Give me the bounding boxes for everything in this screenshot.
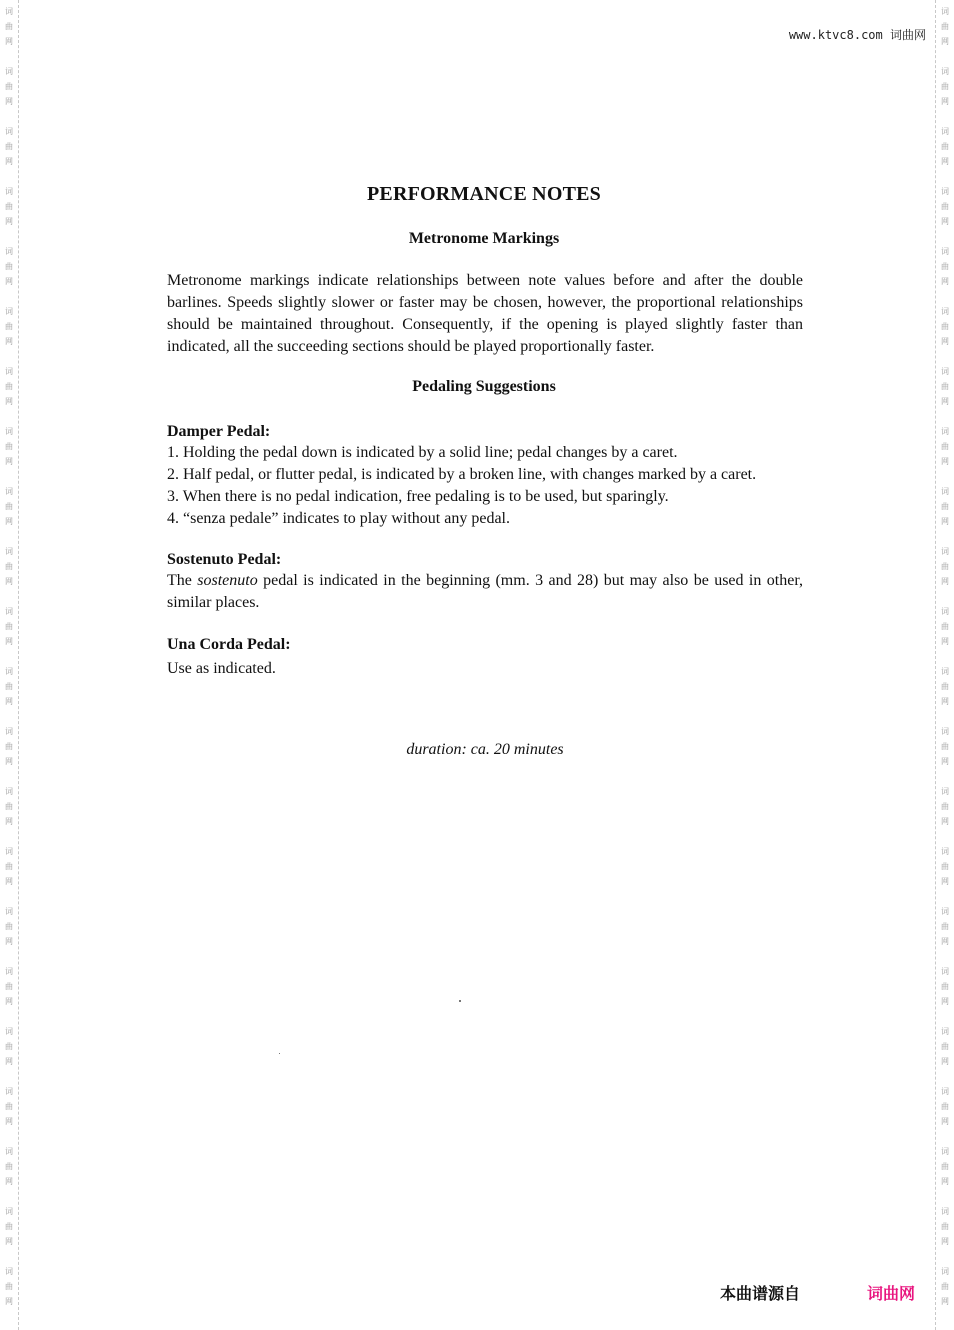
watermark-glyph-stack	[939, 64, 951, 109]
watermark-glyph-stack	[939, 964, 951, 1009]
scan-speck	[459, 1000, 461, 1002]
watermark-glyph: 词	[941, 1267, 949, 1276]
site-header	[789, 26, 926, 43]
watermark-glyph: 网	[941, 97, 949, 106]
watermark-glyph: 词	[5, 187, 13, 196]
watermark-glyph: 词	[941, 367, 949, 376]
watermark-glyph-stack	[3, 904, 15, 949]
watermark-glyph-stack	[3, 964, 15, 1009]
watermark-glyph: 网	[5, 637, 13, 646]
watermark-glyph: 网	[5, 697, 13, 706]
watermark-glyph-stack	[939, 604, 951, 649]
watermark-glyph: 词	[941, 547, 949, 556]
watermark-glyph: 词	[941, 967, 949, 976]
watermark-glyph-stack	[939, 1024, 951, 1069]
watermark-glyph: 词	[5, 847, 13, 856]
watermark-glyph-stack	[3, 244, 15, 289]
watermark-glyph: 词	[941, 727, 949, 736]
watermark-glyph: 词	[5, 907, 13, 916]
watermark-glyph: 词	[941, 847, 949, 856]
watermark-glyph: 词	[941, 607, 949, 616]
metronome-heading: Metronome Markings	[408, 230, 560, 247]
watermark-glyph: 网	[941, 577, 949, 586]
duration-note: duration: ca. 20 minutes	[406, 741, 564, 758]
watermark-glyph-stack	[939, 904, 951, 949]
watermark-glyph: 曲	[5, 82, 13, 91]
watermark-glyph: 网	[941, 757, 949, 766]
watermark-glyph: 网	[941, 517, 949, 526]
list-item: 3. When there is no pedal indication, free pedaling is to be used, but sparingly.	[167, 488, 669, 505]
watermark-glyph: 词	[941, 127, 949, 136]
list-item: 1. Holding the pedal down is indicated by a solid line; pedal changes by a caret.	[167, 444, 678, 461]
watermark-glyph: 曲	[5, 802, 13, 811]
watermark-glyph: 曲	[5, 382, 13, 391]
watermark-glyph: 词	[5, 367, 13, 376]
footer-site-name[interactable]: 词曲网	[867, 1284, 916, 1303]
watermark-glyph: 曲	[941, 82, 949, 91]
damper-pedal-list	[167, 442, 807, 530]
watermark-glyph: 词	[941, 67, 949, 76]
watermark-glyph: 词	[5, 127, 13, 136]
watermark-glyph: 词	[941, 7, 949, 16]
watermark-glyph: 曲	[941, 502, 949, 511]
watermark-glyph: 词	[5, 787, 13, 796]
watermark-glyph-stack	[3, 1264, 15, 1309]
watermark-glyph: 词	[5, 547, 13, 556]
watermark-glyph: 曲	[941, 622, 949, 631]
watermark-glyph: 词	[941, 427, 949, 436]
watermark-glyph: 词	[5, 427, 13, 436]
watermark-glyph: 词	[941, 667, 949, 676]
watermark-glyph-stack	[3, 1204, 15, 1249]
watermark-glyph: 词	[5, 1147, 13, 1156]
watermark-glyph: 曲	[941, 1282, 949, 1291]
scan-speck	[279, 1053, 280, 1054]
watermark-glyph-stack	[3, 304, 15, 349]
watermark-glyph: 曲	[5, 322, 13, 331]
page-title: PERFORMANCE NOTES	[367, 183, 601, 205]
watermark-glyph: 曲	[941, 322, 949, 331]
watermark-glyph: 曲	[941, 802, 949, 811]
watermark-glyph-stack	[3, 124, 15, 169]
watermark-glyph: 网	[941, 1237, 949, 1246]
watermark-glyph: 曲	[5, 202, 13, 211]
watermark-glyph: 曲	[5, 682, 13, 691]
watermark-glyph: 曲	[5, 1042, 13, 1051]
watermark-glyph: 网	[941, 337, 949, 346]
watermark-glyph-stack	[3, 664, 15, 709]
sostenuto-term: sostenuto	[197, 572, 258, 589]
watermark-glyph: 词	[5, 1267, 13, 1276]
watermark-glyph-stack	[3, 484, 15, 529]
watermark-glyph: 曲	[941, 1102, 949, 1111]
watermark-glyph: 网	[5, 1117, 13, 1126]
pedaling-heading: Pedaling Suggestions	[412, 378, 556, 395]
watermark-glyph: 词	[5, 307, 13, 316]
watermark-glyph: 词	[941, 307, 949, 316]
watermark-glyph: 词	[5, 487, 13, 496]
watermark-glyph: 网	[5, 157, 13, 166]
watermark-glyph: 网	[941, 637, 949, 646]
watermark-glyph: 网	[5, 1297, 13, 1306]
site-name: 词曲网	[889, 28, 926, 42]
watermark-glyph-stack	[3, 604, 15, 649]
watermark-glyph: 曲	[5, 982, 13, 991]
una-corda-heading: Una Corda Pedal:	[167, 636, 291, 653]
watermark-glyph: 网	[941, 1177, 949, 1186]
watermark-glyph: 曲	[5, 22, 13, 31]
watermark-glyph: 词	[5, 1027, 13, 1036]
damper-pedal-heading: Damper Pedal:	[167, 423, 271, 440]
watermark-glyph: 网	[5, 397, 13, 406]
watermark-glyph-stack	[939, 664, 951, 709]
watermark-glyph: 曲	[941, 982, 949, 991]
watermark-glyph-stack	[3, 4, 15, 49]
watermark-glyph: 曲	[5, 922, 13, 931]
watermark-glyph: 曲	[5, 622, 13, 631]
sostenuto-pedal-heading: Sostenuto Pedal:	[167, 551, 282, 568]
watermark-glyph: 曲	[5, 1162, 13, 1171]
watermark-glyph: 词	[5, 1207, 13, 1216]
watermark-glyph-stack	[939, 544, 951, 589]
watermark-glyph: 曲	[941, 682, 949, 691]
watermark-glyph: 词	[5, 967, 13, 976]
watermark-glyph-stack	[3, 64, 15, 109]
watermark-glyph: 网	[941, 997, 949, 1006]
watermark-glyph: 网	[5, 277, 13, 286]
watermark-glyph: 网	[941, 697, 949, 706]
watermark-glyph: 网	[5, 817, 13, 826]
watermark-glyph: 曲	[941, 142, 949, 151]
watermark-glyph: 曲	[5, 262, 13, 271]
watermark-glyph: 曲	[941, 1042, 949, 1051]
watermark-glyph-stack	[939, 784, 951, 829]
watermark-glyph: 网	[5, 457, 13, 466]
watermark-glyph: 词	[941, 487, 949, 496]
watermark-glyph: 词	[941, 787, 949, 796]
sostenuto-text-post: pedal is indicated in the beginning (mm. 3 and 28) but may also be used in other, similar places.	[167, 572, 804, 611]
footer-source-label: 本曲谱源自	[720, 1284, 801, 1303]
watermark-glyph: 曲	[5, 862, 13, 871]
watermark-glyph-stack	[3, 1084, 15, 1129]
watermark-glyph-stack	[939, 844, 951, 889]
una-corda-text: Use as indicated.	[167, 660, 276, 677]
list-item: 2. Half pedal, or flutter pedal, is indicated by a broken line, with changes marked by a caret.	[167, 466, 757, 483]
list-item: 4. “senza pedale” indicates to play without any pedal.	[167, 510, 510, 527]
watermark-glyph: 曲	[5, 1102, 13, 1111]
watermark-glyph: 曲	[941, 562, 949, 571]
watermark-glyph-stack	[3, 1144, 15, 1189]
watermark-glyph: 曲	[941, 1222, 949, 1231]
watermark-glyph-stack	[939, 304, 951, 349]
watermark-glyph: 词	[5, 247, 13, 256]
watermark-glyph: 词	[5, 727, 13, 736]
watermark-glyph: 曲	[5, 502, 13, 511]
sostenuto-pedal-text	[167, 570, 803, 614]
watermark-glyph: 曲	[5, 562, 13, 571]
watermark-glyph: 网	[5, 217, 13, 226]
watermark-glyph: 词	[941, 1027, 949, 1036]
watermark-glyph-stack	[939, 1204, 951, 1249]
watermark-glyph: 词	[5, 67, 13, 76]
watermark-glyph: 网	[941, 397, 949, 406]
watermark-glyph: 词	[941, 1207, 949, 1216]
watermark-glyph: 网	[5, 997, 13, 1006]
watermark-glyph: 曲	[941, 202, 949, 211]
watermark-glyph: 词	[941, 247, 949, 256]
watermark-glyph: 网	[941, 1057, 949, 1066]
watermark-glyph: 词	[941, 907, 949, 916]
watermark-glyph: 网	[5, 577, 13, 586]
watermark-glyph-stack	[3, 544, 15, 589]
watermark-glyph-stack	[3, 424, 15, 469]
watermark-glyph-stack	[3, 784, 15, 829]
watermark-glyph: 网	[5, 937, 13, 946]
watermark-glyph: 网	[941, 217, 949, 226]
metronome-body: Metronome markings indicate relationships between note values before and after the double barlines. Speeds slightly slower or faster may be chosen, however, the proportional relationships should be maintained throughout. Consequently, if the opening is played slightly faster than indicated, all the succeeding sections should be played proportionally faster.	[167, 272, 803, 355]
watermark-glyph: 网	[5, 877, 13, 886]
watermark-glyph-stack	[939, 1264, 951, 1309]
watermark-glyph: 词	[5, 7, 13, 16]
watermark-glyph: 曲	[941, 862, 949, 871]
watermark-glyph-stack	[939, 4, 951, 49]
watermark-glyph: 网	[941, 817, 949, 826]
watermark-glyph: 网	[5, 517, 13, 526]
watermark-glyph: 网	[941, 37, 949, 46]
watermark-glyph: 词	[941, 1087, 949, 1096]
watermark-glyph: 网	[5, 1057, 13, 1066]
watermark-glyph-stack	[939, 1084, 951, 1129]
watermark-glyph: 网	[5, 757, 13, 766]
watermark-glyph: 曲	[941, 742, 949, 751]
watermark-glyph: 曲	[941, 442, 949, 451]
watermark-glyph: 词	[5, 607, 13, 616]
watermark-glyph: 曲	[941, 1162, 949, 1171]
watermark-glyph: 曲	[5, 142, 13, 151]
watermark-glyph: 词	[941, 187, 949, 196]
watermark-glyph-stack	[939, 424, 951, 469]
watermark-glyph: 词	[941, 1147, 949, 1156]
watermark-glyph-stack	[939, 124, 951, 169]
watermark-glyph: 网	[941, 937, 949, 946]
watermark-glyph: 词	[5, 1087, 13, 1096]
watermark-glyph: 曲	[941, 262, 949, 271]
watermark-glyph-stack	[3, 1024, 15, 1069]
watermark-glyph: 曲	[941, 922, 949, 931]
watermark-glyph: 曲	[5, 742, 13, 751]
site-url[interactable]: www.ktvc8.com	[788, 28, 883, 42]
watermark-glyph-stack	[939, 1144, 951, 1189]
watermark-glyph: 网	[5, 97, 13, 106]
sostenuto-text-pre: The	[167, 572, 198, 589]
watermark-glyph: 网	[5, 1177, 13, 1186]
watermark-glyph: 网	[5, 37, 13, 46]
watermark-glyph: 曲	[5, 1222, 13, 1231]
watermark-glyph: 曲	[5, 1282, 13, 1291]
watermark-glyph: 网	[941, 157, 949, 166]
watermark-glyph: 网	[5, 337, 13, 346]
watermark-glyph: 曲	[5, 442, 13, 451]
watermark-glyph: 词	[5, 667, 13, 676]
watermark-glyph: 网	[941, 1297, 949, 1306]
watermark-glyph-stack	[3, 844, 15, 889]
watermark-glyph: 网	[5, 1237, 13, 1246]
watermark-glyph: 曲	[941, 382, 949, 391]
watermark-glyph: 曲	[941, 22, 949, 31]
watermark-glyph: 网	[941, 457, 949, 466]
watermark-glyph: 网	[941, 1117, 949, 1126]
watermark-glyph-stack	[939, 484, 951, 529]
watermark-glyph: 网	[941, 877, 949, 886]
watermark-glyph-stack	[939, 244, 951, 289]
watermark-glyph: 网	[941, 277, 949, 286]
